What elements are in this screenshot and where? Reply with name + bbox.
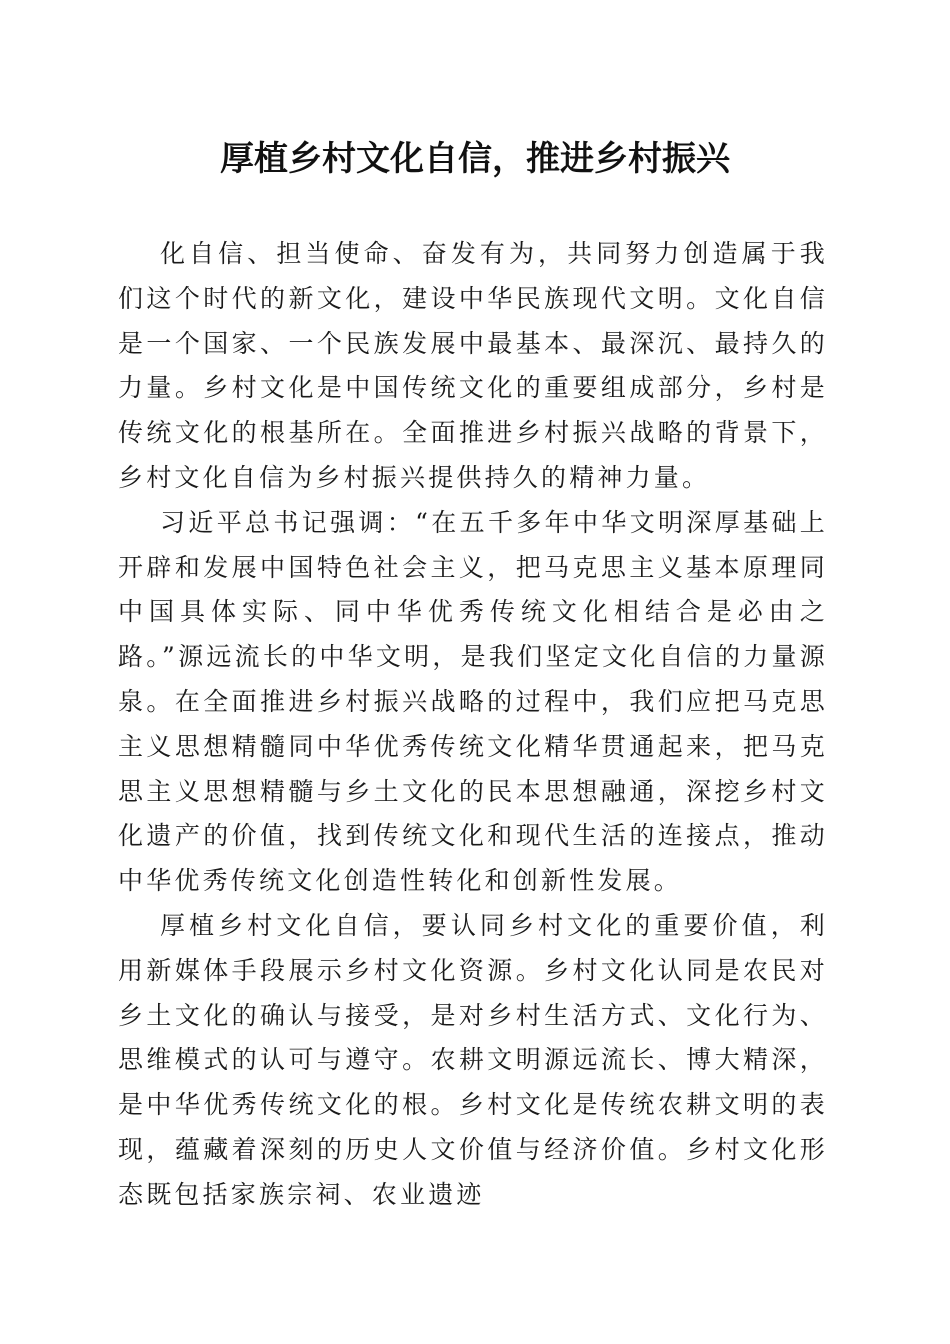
paragraph-1: 化自信、担当使命、奋发有为，共同努力创造属于我们这个时代的新文化，建设中华民族现代文明。文化自信是一个国家、一个民族发展中最基本、最深沉、最持久的力量。乡村文化是中国传统文化的重要组成部分，乡村是传统文化的根基所在。全面推进乡村振兴战略的背景下，乡村文化自信为乡村振兴提供持久的精神力量。: [118, 239, 828, 492]
paragraph-2: 习近平总书记强调：“在五千多年中华文明深厚基础上开辟和发展中国特色社会主义，把马克思主义基本原理同中国具体实际、同中华优秀传统文化相结合是必由之路。”源远流长的中华文明，是我们坚定文化自信的力量源泉。在全面推进乡村振兴战略的过程中，我们应把马克思主义思想精髓同中华优秀传统文化精华贯通起来，把马克思主义思想精髓与乡土文化的民本思想融通，深挖乡村文化遗产的价值，找到传统文化和现代生活的连接点，推动中华优秀传统文化创造性转化和创新性发展。: [118, 507, 828, 896]
document-title: 厚植乡村文化自信，推进乡村振兴: [220, 139, 730, 179]
paragraph-3: 厚植乡村文化自信，要认同乡村文化的重要价值，利用新媒体手段展示乡村文化资源。乡村文化认同是农民对乡土文化的确认与接受，是对乡村生活方式、文化行为、思维模式的认可与遵守。农耕文明源远流长、博大精深，是中华优秀传统文化的根。乡村文化是传统农耕文明的表现，蕴藏着深刻的历史人文价值与经济价值。乡村文化形态既包括家族宗祠、农业遗迹: [118, 910, 828, 1209]
document-body: [118, 232, 828, 1218]
